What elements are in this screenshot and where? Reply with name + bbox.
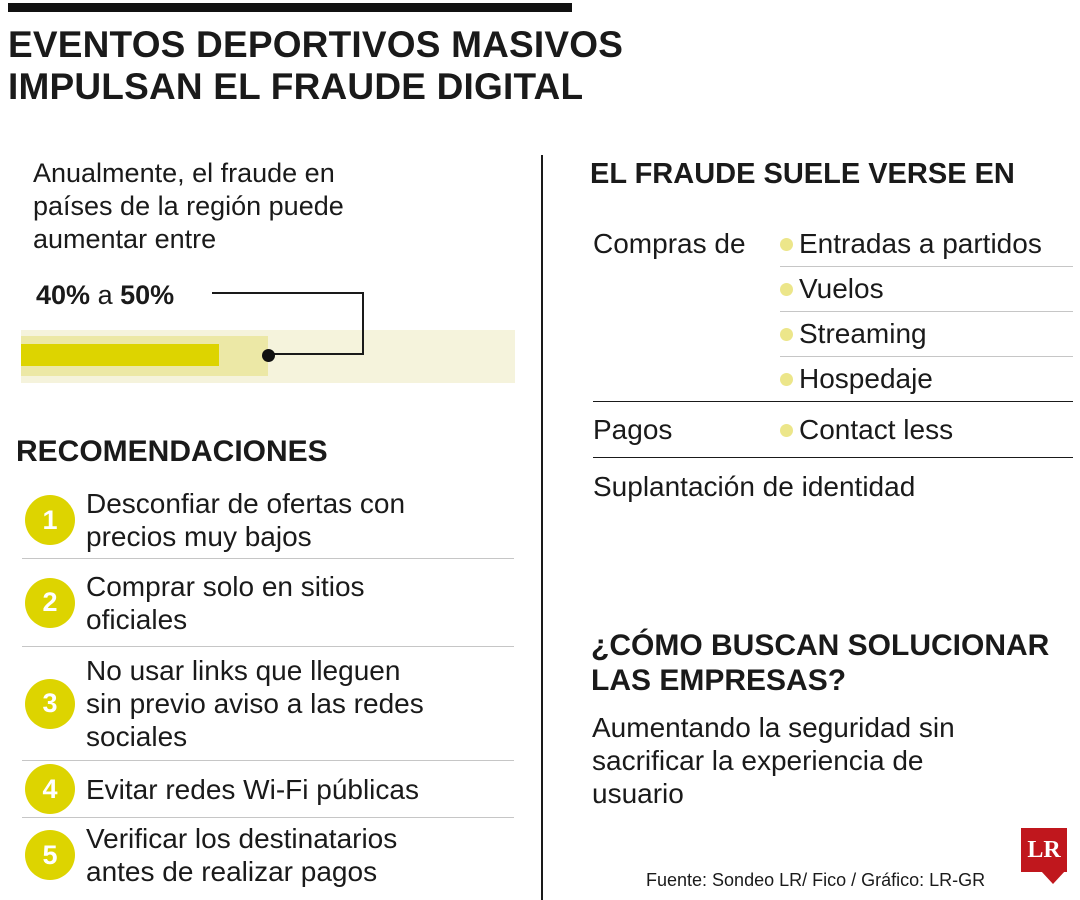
source-credit: Fuente: Sondeo LR/ Fico / Gráfico: LR-GR xyxy=(646,870,986,890)
recommendation-line: precios muy bajos xyxy=(86,521,312,552)
intro-line: Anualmente, el fraude en xyxy=(33,158,335,188)
fraud-heading: EL FRAUDE SUELE VERSE EN xyxy=(590,158,1015,190)
solutions-heading xyxy=(591,628,1071,698)
recommendation-item xyxy=(22,559,514,647)
recommendation-line: Comprar solo en sitios xyxy=(86,570,365,602)
lr-logo: LR xyxy=(1021,828,1067,872)
recommendations-list xyxy=(22,482,514,892)
bullet-icon xyxy=(780,283,793,296)
range-connector: a xyxy=(97,280,113,310)
fraud-item-label: Streaming xyxy=(799,318,927,349)
fraud-items xyxy=(780,408,1073,452)
top-rule xyxy=(8,3,572,12)
recommendation-item xyxy=(22,761,514,818)
recommendation-line: No usar links que lleguen xyxy=(86,655,401,686)
recommendation-line: sin previo aviso a las redes xyxy=(86,688,424,719)
fraud-group-payments xyxy=(593,402,1073,458)
recommendation-text xyxy=(86,822,397,888)
fraud-item-label: Vuelos xyxy=(799,273,884,304)
recommendation-line: Evitar redes Wi-Fi públicas xyxy=(86,773,419,805)
recommendation-text xyxy=(86,654,424,753)
fraud-item xyxy=(780,408,1073,452)
bullet-icon xyxy=(780,373,793,386)
bullet-icon xyxy=(780,238,793,251)
recommendation-item xyxy=(22,482,514,559)
number-badge: 4 xyxy=(25,764,75,814)
recommendation-item xyxy=(22,818,514,892)
fraud-group-purchases xyxy=(593,222,1073,402)
recommendation-line: Desconfiar de ofertas con xyxy=(86,488,406,519)
leader-line xyxy=(362,292,364,355)
number-badge: 2 xyxy=(25,578,75,628)
recommendation-text xyxy=(86,570,365,636)
solutions-line: sacrificar la experiencia de xyxy=(592,745,924,776)
recommendation-line: antes de realizar pagos xyxy=(86,856,378,887)
bullet-icon xyxy=(780,328,793,341)
range-high: 50% xyxy=(120,280,175,310)
solutions-line: Aumentando la seguridad sin xyxy=(592,712,955,743)
title-line: EVENTOS DEPORTIVOS MASIVOS xyxy=(8,24,624,65)
increase-intro xyxy=(33,157,453,256)
recommendation-line: sociales xyxy=(86,721,188,752)
column-divider xyxy=(541,155,543,900)
lr-logo-tail xyxy=(1041,871,1065,884)
intro-line: aumentar entre xyxy=(33,224,217,254)
leader-line xyxy=(212,292,364,294)
number-badge: 3 xyxy=(25,679,75,729)
recommendation-item xyxy=(22,647,514,761)
fraud-item xyxy=(780,267,1073,312)
fraud-item-label: Hospedaje xyxy=(799,363,933,394)
solutions-text xyxy=(592,711,1062,810)
fraud-items xyxy=(780,222,1073,401)
solutions-line: usuario xyxy=(592,778,684,809)
solutions-heading-line: LAS EMPRESAS? xyxy=(591,664,847,697)
fraud-standalone: Suplantación de identidad xyxy=(593,471,916,502)
number-badge: 1 xyxy=(25,495,75,545)
leader-line xyxy=(272,353,364,355)
solutions-heading-line: ¿CÓMO BUSCAN SOLUCIONAR xyxy=(591,629,1050,662)
fraud-category: Pagos xyxy=(593,414,673,445)
fraud-table xyxy=(593,222,1073,516)
recommendation-text xyxy=(86,487,405,553)
title-line: IMPULSAN EL FRAUDE DIGITAL xyxy=(8,66,584,107)
recommendation-line: Verificar los destinatarios xyxy=(86,823,398,854)
fraud-item-label: Entradas a partidos xyxy=(799,228,1042,259)
fraud-category: Compras de xyxy=(593,228,746,259)
number-badge: 5 xyxy=(25,830,75,880)
fraud-item xyxy=(780,222,1073,267)
increase-range-label xyxy=(36,278,174,312)
bullet-icon xyxy=(780,424,793,437)
range-low: 40% xyxy=(36,280,91,310)
fraud-item-label: Contact less xyxy=(799,414,954,445)
range-bar-fill xyxy=(21,344,219,366)
recommendations-heading: RECOMENDACIONES xyxy=(16,435,328,468)
fraud-item xyxy=(780,357,1073,401)
range-marker-dot xyxy=(262,349,275,362)
fraud-item xyxy=(780,312,1073,357)
page-title xyxy=(8,24,648,108)
recommendation-text xyxy=(86,773,419,806)
recommendation-line: oficiales xyxy=(86,603,188,635)
intro-line: países de la región puede xyxy=(33,191,344,221)
